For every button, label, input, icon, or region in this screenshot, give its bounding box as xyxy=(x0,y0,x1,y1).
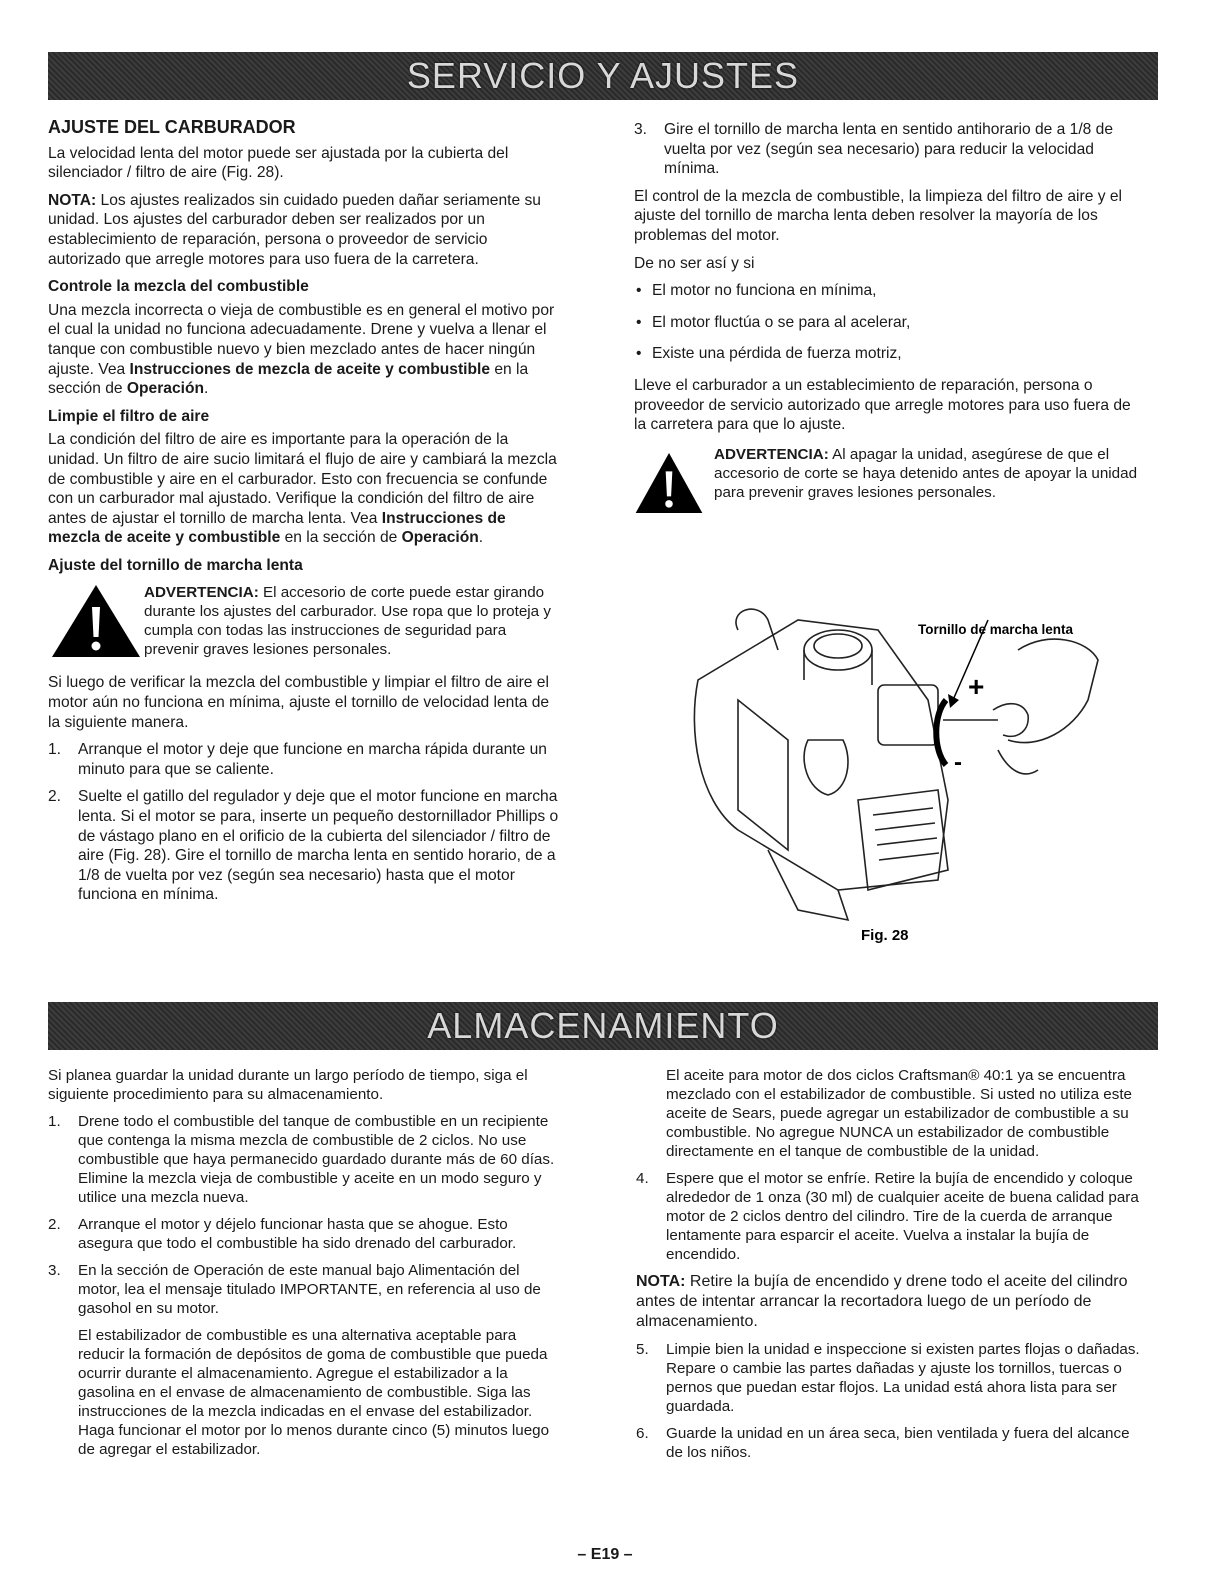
banner-title: ALMACENAMIENTO xyxy=(427,1005,779,1046)
list-item: • El motor fluctúa o se para al acelerar, xyxy=(634,313,1144,333)
deno-paragraph: De no ser así y si xyxy=(634,254,755,272)
despues-paragraph: Si luego de verificar la mezcla del combustible y limpiar el filtro de aire el motor aún no funciona en mínima, ajuste el tornillo de velocidad lenta de la siguiente manera. xyxy=(48,674,550,731)
list-item: 1. Arranque el motor y deje que funcione en marcha rápida durante un minuto para que se caliente. xyxy=(48,741,547,778)
list-item: 2. Arranque el motor y déjelo funcionar hasta que se ahogue. Esto asegura que todo el combustible ha sido drenado del carburador. xyxy=(48,1216,517,1252)
figure-28 xyxy=(678,590,1118,950)
list-item: 1. Drene todo el combustible del tanque de combustible en un recipiente que contenga la misma mezcla de combustible de 2 ciclos. No use combustible que haya permanecido guardado durante más de 60 días. Elimine la mezcla vieja de combustible y aceite en un modo seguro y utilice una mezcla nueva. xyxy=(48,1113,555,1206)
list-item: 5. Limpie bien la unidad e inspeccione si existen partes flojas o dañadas. Repare o cambie las partes dañadas y ajuste los tornillos, tuercas o pernos que puedan estar flojos. La unidad está ahora lista para ser guardada. xyxy=(636,1341,1140,1415)
nota-paragraph: NOTA: Los ajustes realizados sin cuidado pueden dañar seriamente su unidad. Los ajustes del carburador deben ser realizados por un establecimiento de reparación, persona o proveedor de servicio autorizado que arregle motores para uso fuera de la carretera. xyxy=(48,191,541,268)
storage-left-column xyxy=(48,1066,563,1467)
list-item: 3. Gire el tornillo de marcha lenta en sentido antihorario de a 1/8 de vuelta por vez (según sea necesario) para reducir la velocidad mínima. xyxy=(634,121,1114,178)
list-item: 2. Suelte el gatillo del regulador y deje que el motor funcione en marcha lenta. Si el motor se para, inserte un pequeño destornillador Phillips o de vástago plano en el orificio de la cubierta del silenciador / filtro de aire (Fig. 28). Gire el tornillo de marcha lenta en sentido horario, de a 1/8 de vuelta por vez (según sea necesario) hasta que el motor funciona en mínima. xyxy=(48,788,559,904)
step4-list xyxy=(636,1169,1146,1264)
list-item: 6. Guarde la unidad en un área seca, bien ventilada y fuera del alcance de los niños. xyxy=(636,1425,1130,1461)
storage-steps xyxy=(48,1112,563,1318)
mezcla-paragraph: Una mezcla incorrecta o vieja de combustible es en general el motivo por el cual la unidad no funciona adecuadamente. Drene y vuelva a llenar el tanque con combustible nuevo y bien mezclado antes de hacer ningún ajuste. Vea Instrucciones de mezcla de aceite y combustible en la sección de Operación. xyxy=(48,301,555,398)
intro-paragraph: La velocidad lenta del motor puede ser ajustada por la cubierta del silenciador / filtro de aire (Fig. 28). xyxy=(48,144,509,182)
warning-triangle-icon xyxy=(48,581,144,661)
step56-list xyxy=(636,1340,1146,1462)
filtro-paragraph: La condición del filtro de aire es importante para la operación de la unidad. Un filtro de aire sucio limitará el flujo de aire y cambiará la mezcla de combustible y aire en el carburador. Esto con frecuencia se confunde con un carburador mal ajustado. Verifique la condición del filtro de aire antes de ajustar el tornillo de marcha lenta. Vea Instrucciones de mezcla de aceite y combustible en la sección de Operación. xyxy=(48,431,557,547)
section-banner-servicio xyxy=(48,52,1158,100)
page-number: – E19 – xyxy=(577,1546,633,1563)
steps-list xyxy=(48,740,560,905)
section-heading: AJUSTE DEL CARBURADOR xyxy=(48,117,296,137)
warning-text: ADVERTENCIA: Al apagar la unidad, asegúrese de que el accesorio de corte se haya detenido antes de apoyar la unidad para prevenir graves lesiones personales. xyxy=(714,445,1138,501)
minus-sign: - xyxy=(954,749,962,776)
list-item: 4. Espere que el motor se enfríe. Retire la bujía de encendido y coloque alrededor de 1 onza (30 ml) de cualquier aceite de buena calidad para motor de 2 ciclos dentro del cilindro. Tire de la cuerda de arranque lentamente para esparcir el aceite. Vuelva a instalar la bujía de encendido. xyxy=(636,1170,1139,1263)
step3-list xyxy=(634,120,1144,179)
engine-illustration xyxy=(678,590,1118,950)
figure-caption: Fig. 28 xyxy=(861,927,909,944)
warning-triangle-icon xyxy=(634,443,714,523)
storage-nota: NOTA: Retire la bujía de encendido y drene todo el aceite del cilindro antes de intentar arrancar la recortadora luego de un período de almacenamiento. xyxy=(636,1273,1128,1330)
left-column xyxy=(48,118,560,913)
storage-right-column xyxy=(636,1066,1146,1470)
lleve-paragraph: Lleve el carburador a un establecimiento de reparación, persona o proveedor de servicio autorizado que arregle motores para uso fuera de la carretera para que lo ajuste. xyxy=(634,376,1131,434)
list-item: 3. En la sección de Operación de este manual bajo Alimentación del motor, lea el mensaje titulado IMPORTANTE, en referencia al uso de gasohol en su motor. xyxy=(48,1262,541,1317)
warning-block xyxy=(48,581,560,661)
section-banner-almacenamiento xyxy=(48,1002,1158,1050)
list-item: • Existe una pérdida de fuerza motriz, xyxy=(634,344,1144,364)
subheading-mezcla: Controle la mezcla del combustible xyxy=(48,278,309,296)
subheading-filtro: Limpie el filtro de aire xyxy=(48,407,210,425)
warning-text: ADVERTENCIA: El accesorio de corte puede estar girando durante los ajustes del carburador. Use ropa que lo proteja y cumpla con todas las instrucciones de seguridad para prevenir graves lesiones personales. xyxy=(144,584,551,659)
figure-callout: Tornillo de marcha lenta xyxy=(918,622,1074,637)
plus-sign: + xyxy=(968,671,985,702)
storage-intro: Si planea guardar la unidad durante un largo período de tiempo, siga el siguiente procedimiento para su almacenamiento. xyxy=(48,1067,528,1103)
right-column xyxy=(634,120,1144,535)
aceite-paragraph: El aceite para motor de dos ciclos Craftsman® 40:1 ya se encuentra mezclado con el estabilizador de combustible. Si usted no utiliza este aceite de Sears, puede agregar un estabilizador de combustible a su combustible. No agregue NUNCA un estabilizador de combustible directamente en el tanque de combustible de la unidad. xyxy=(666,1067,1133,1160)
problem-list xyxy=(634,281,1144,364)
list-item: • El motor no funciona en mínima, xyxy=(634,281,1144,301)
estabilizador-paragraph: El estabilizador de combustible es una alternativa aceptable para reducir la formación de depósitos de goma de combustible que pueda ocurrir durante el almacenamiento. Agregue el estabilizador a la gasolina en el envase de almacenamiento de combustible. Siga las instrucciones de la mezcla indicadas en el envase del estabilizador. Haga funcionar el motor por lo menos durante cinco (5) minutos luego de agregar el estabilizador. xyxy=(78,1327,550,1458)
banner-title: SERVICIO Y AJUSTES xyxy=(406,55,800,96)
warning-block xyxy=(634,443,1144,523)
control-paragraph: El control de la mezcla de combustible, la limpieza del filtro de aire y el ajuste del tornillo de marcha lenta deben resolver la mayoría de los problemas del motor. xyxy=(634,187,1122,244)
subheading-tornillo: Ajuste del tornillo de marcha lenta xyxy=(48,556,303,574)
